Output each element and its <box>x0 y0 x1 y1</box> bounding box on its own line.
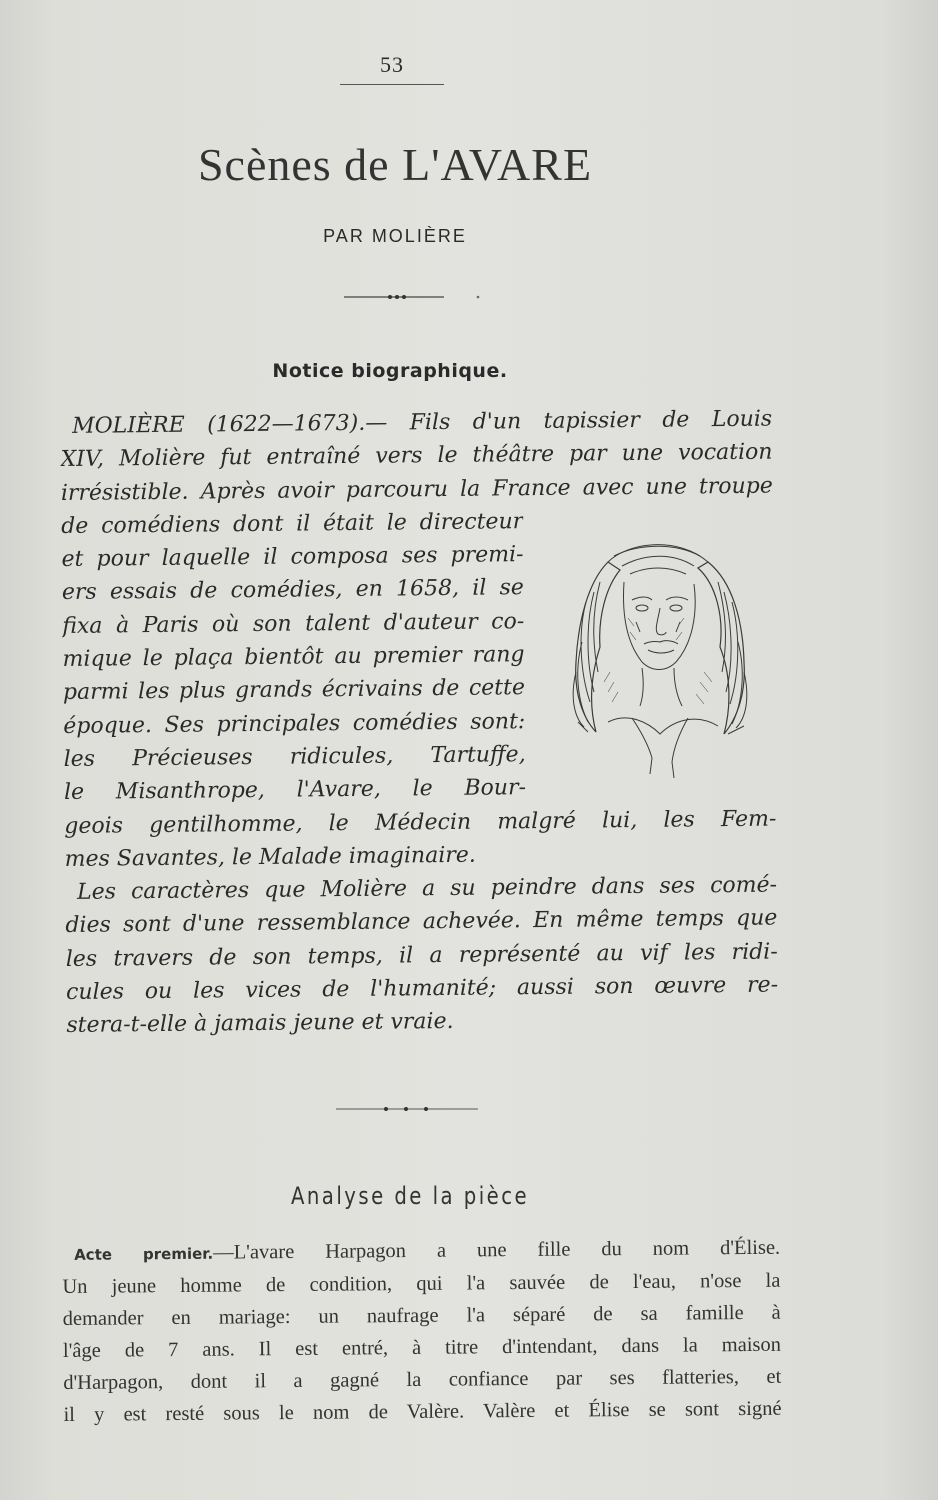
bio-line: stera-t-elle à jamais jeune et vraie. <box>66 1009 454 1039</box>
act-line: Un jeune homme de condition, qui l'a sauvée de l'eau, n'ose la <box>62 1269 781 1298</box>
bio-line: ers essais de comédies, en 1658, il se <box>61 575 525 606</box>
ornament-divider-top <box>340 290 490 304</box>
bio-line: mes Savantes, le Malade imaginaire. <box>64 842 476 872</box>
bio-line: XIV, Molière fut entraîné vers le théâtre par une vocation <box>60 439 773 473</box>
section-heading: Notice biographique. <box>272 360 508 382</box>
bio-line: Les caractères que Molière a su peindre dans ses comé- <box>76 872 778 906</box>
bio-line: parmi les plus grands écrivains de cette <box>62 675 526 706</box>
bio-line: les Précieuses ridicules, Tartuffe, <box>63 742 526 772</box>
bio-line: de comédiens dont il était le directeur <box>61 509 524 539</box>
act-line: il y est resté sous le nom de Valère. Valère et Élise se sont signé <box>63 1397 782 1426</box>
act-label: Acte premier. <box>74 1244 214 1264</box>
page-title: Scènes de L'AVARE <box>197 139 593 190</box>
page-number-rule <box>340 84 444 85</box>
bio-line: MOLIÈRE (1622—1673).— Fils d'un tapissier de Louis <box>72 406 773 439</box>
analysis-heading: Analyse de la pièce <box>290 1182 530 1210</box>
bio-line: fixa à Paris où son talent d'auteur co- <box>62 608 525 639</box>
act-line: l'âge de 7 ans. Il est entré, à titre d'intendant, dans la maison <box>62 1333 782 1362</box>
bio-line: mique le plaça bientôt au premier rang <box>62 642 525 673</box>
bio-line: geois gentilhomme, le Médecin malgré lui, les Fem- <box>64 806 777 839</box>
bio-line: dies sont d'une ressemblance achevée. En même temps que <box>65 905 778 939</box>
bio-line: les travers de son temps, il a représenté au vif les ridi- <box>65 939 778 972</box>
ornament-divider-middle <box>334 1102 480 1116</box>
byline: PAR MOLIÈRE <box>323 226 467 246</box>
page-number: 53 <box>380 52 404 77</box>
act-line: demander en mariage: un naufrage l'a séparé de sa famille à <box>62 1301 781 1330</box>
bio-line: le Misanthrope, l'Avare, le Bour- <box>63 775 527 806</box>
act-first-line-text: —L'avare Harpagon a une fille du nom d'Élise. <box>213 1236 781 1264</box>
bio-line: cules ou les vices de l'humanité; aussi son œuvre re- <box>65 972 779 1006</box>
moliere-portrait-engraving <box>548 522 768 780</box>
bio-line: et pour laquelle il composa ses premi- <box>61 542 524 573</box>
bio-line: irrésistible. Après avoir parcouru la France avec une troupe <box>60 473 773 506</box>
act-line: d'Harpagon, dont il a gagné la confiance par ses flatteries, et <box>63 1365 782 1394</box>
bio-line: époque. Ses principales comédies sont: <box>63 708 526 739</box>
act-one-summary <box>62 1232 782 1431</box>
